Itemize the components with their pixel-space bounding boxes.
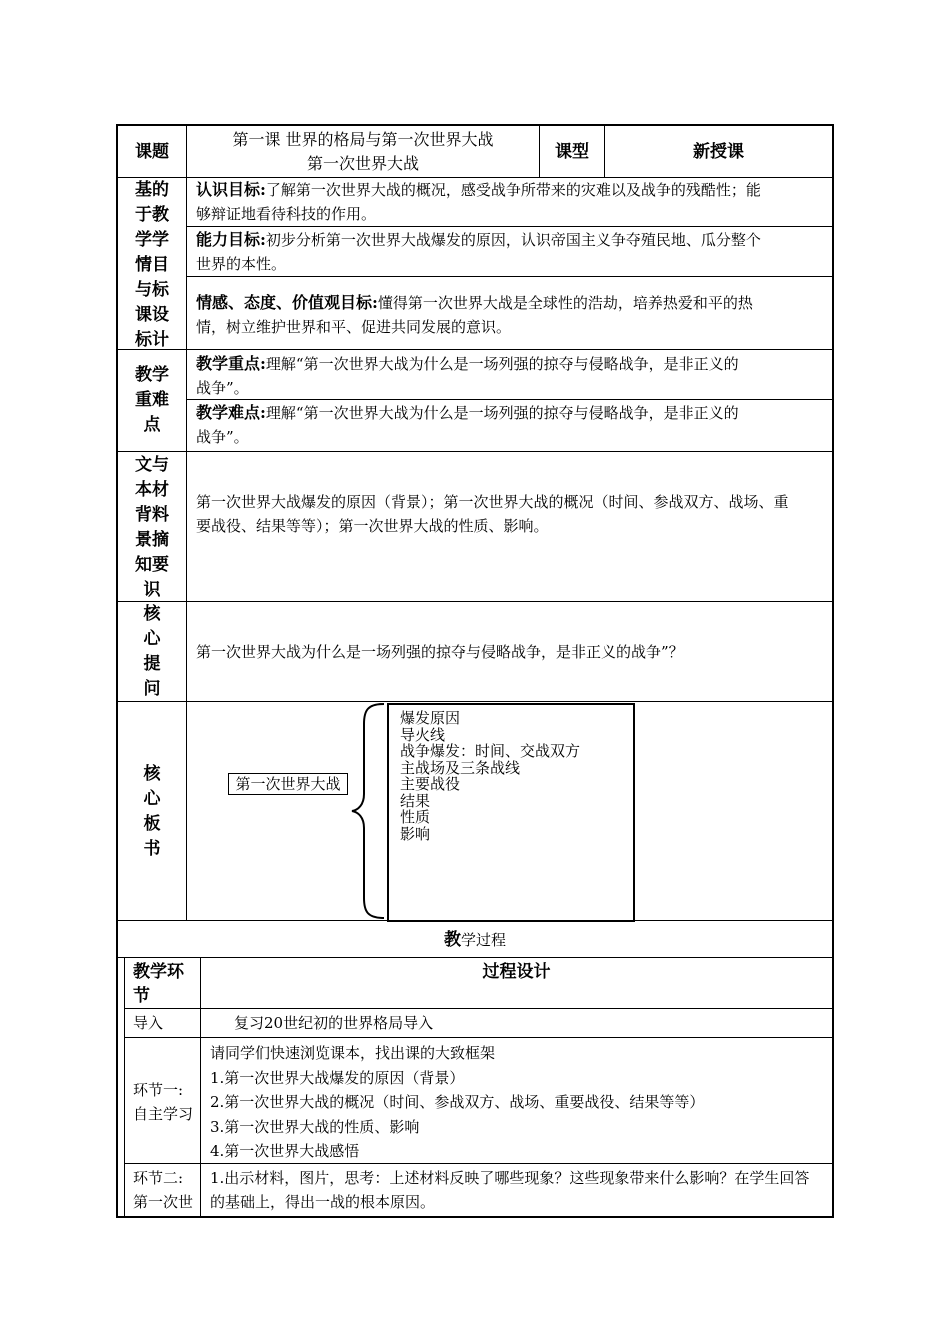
board-item: 战争爆发：时间、交战双方 (400, 742, 581, 760)
board-item: 性质 (400, 808, 431, 826)
background-text: 第一次世界大战爆发的原因（背景）；第一次世界大战的概况（时间、参战双方、战场、重 要战役、结果等等）；第一次世界大战的性质、影响。 (196, 493, 789, 535)
background-label: 文与 本材 背料 景摘 知要 识 (135, 455, 169, 600)
stage-two: 环节二: 第一次世 (133, 1169, 194, 1211)
table-top-border (116, 124, 834, 126)
row-line-process-title (116, 957, 834, 958)
process-inner-left (124, 957, 125, 1218)
process-col-divider (200, 957, 201, 1218)
difficult-point: 教学难点:理解“第一次世界大战为什么是一场列强的掠夺与侵略战争，是非正义的 战争”。 (196, 403, 739, 446)
table-bottom-border (116, 1216, 834, 1218)
objectives-label: 基的 于教 学学 情目 与标 课设 标计 (135, 180, 169, 350)
emotion-objective: 情感、态度、价值观目标:懂得第一次世界大战是全球性的浩劫，培养热爱和平的热 情，树立维护世界和平、促进共同发展的意识。 (196, 293, 753, 336)
board-item: 主要战役 (400, 775, 461, 793)
process-row-line-2 (124, 1037, 832, 1038)
row-line-keypoints (116, 451, 834, 452)
row-line-obj-1 (186, 226, 834, 227)
knowledge-objective: 认识目标:了解第一次世界大战的概况，感受战争所带来的灾难以及战争的残酷性；能 够辩证地看待科技的作用。 (196, 180, 761, 223)
key-point: 教学重点:理解“第一次世界大战为什么是一场列强的掠夺与侵略战争，是非正义的 战争”。 (196, 354, 739, 397)
ability-objective: 能力目标:初步分析第一次世界大战爆发的原因，认识帝国主义争夺殖民地、瓜分整个 世界的本性。 (196, 230, 761, 273)
label-column-divider (186, 124, 187, 920)
board-item: 影响 (400, 824, 431, 843)
keypoints-label: 教学 重难 点 (135, 365, 169, 435)
process-row-line-1 (124, 1008, 832, 1009)
stage-one: 环节一: 自主学习 (133, 1081, 194, 1123)
stage-intro-content: 复习20世纪初的世界格局导入 (234, 1014, 434, 1032)
core-question-text: 第一次世界大战为什么是一场列强的掠夺与侵略战争，是非正义的战争”？ (196, 643, 684, 661)
board-label: 核 心 板 书 (143, 764, 161, 859)
row-line-objectives (116, 349, 834, 350)
board-item: 爆发原因 (400, 709, 461, 727)
topic-title-line2: 第一次世界大战 (306, 154, 419, 173)
process-col2-header: 过程设计 (482, 962, 551, 982)
process-col1-header: 教学环 节 (133, 962, 184, 1006)
topic-label: 课题 (135, 142, 169, 162)
board-item: 导火线 (400, 725, 446, 744)
type-label: 课型 (555, 142, 589, 162)
topic-title-line1: 第一课 世界的格局与第一次世界大战 (232, 130, 494, 149)
stage-intro: 导入 (133, 1014, 164, 1032)
board-item-list (400, 710, 580, 842)
row-line-question (116, 701, 834, 702)
core-question-label: 核 心 提 问 (143, 604, 161, 699)
stage-two-content: 1.出示材料，图片，思考：上述材料反映了哪些现象？这些现象带来什么影响？在学生回答 的基础上，得出一战的根本原因。 (210, 1169, 810, 1211)
table-right-border (832, 124, 834, 1218)
board-item: 主战场及三条战线 (400, 758, 521, 777)
board-item: 结果 (400, 791, 431, 810)
stage-one-content: 请同学们快速浏览课本，找出课的大致框架 1.第一次世界大战爆发的原因（背景） 2.第一次世界大战的概况（时间、参战双方、战场、重要战役、结果等等） 3.第一次世界大战的性质、影响 4.第一次世界大战感悟 (210, 1044, 705, 1160)
process-title: 教学过程 (443, 930, 506, 950)
type-value: 新授课 (693, 142, 744, 162)
row-line-background (116, 601, 834, 602)
curly-brace-icon (350, 702, 386, 920)
row-line-obj-2 (186, 276, 834, 277)
board-center-title: 第一次世界大战 (228, 773, 348, 795)
